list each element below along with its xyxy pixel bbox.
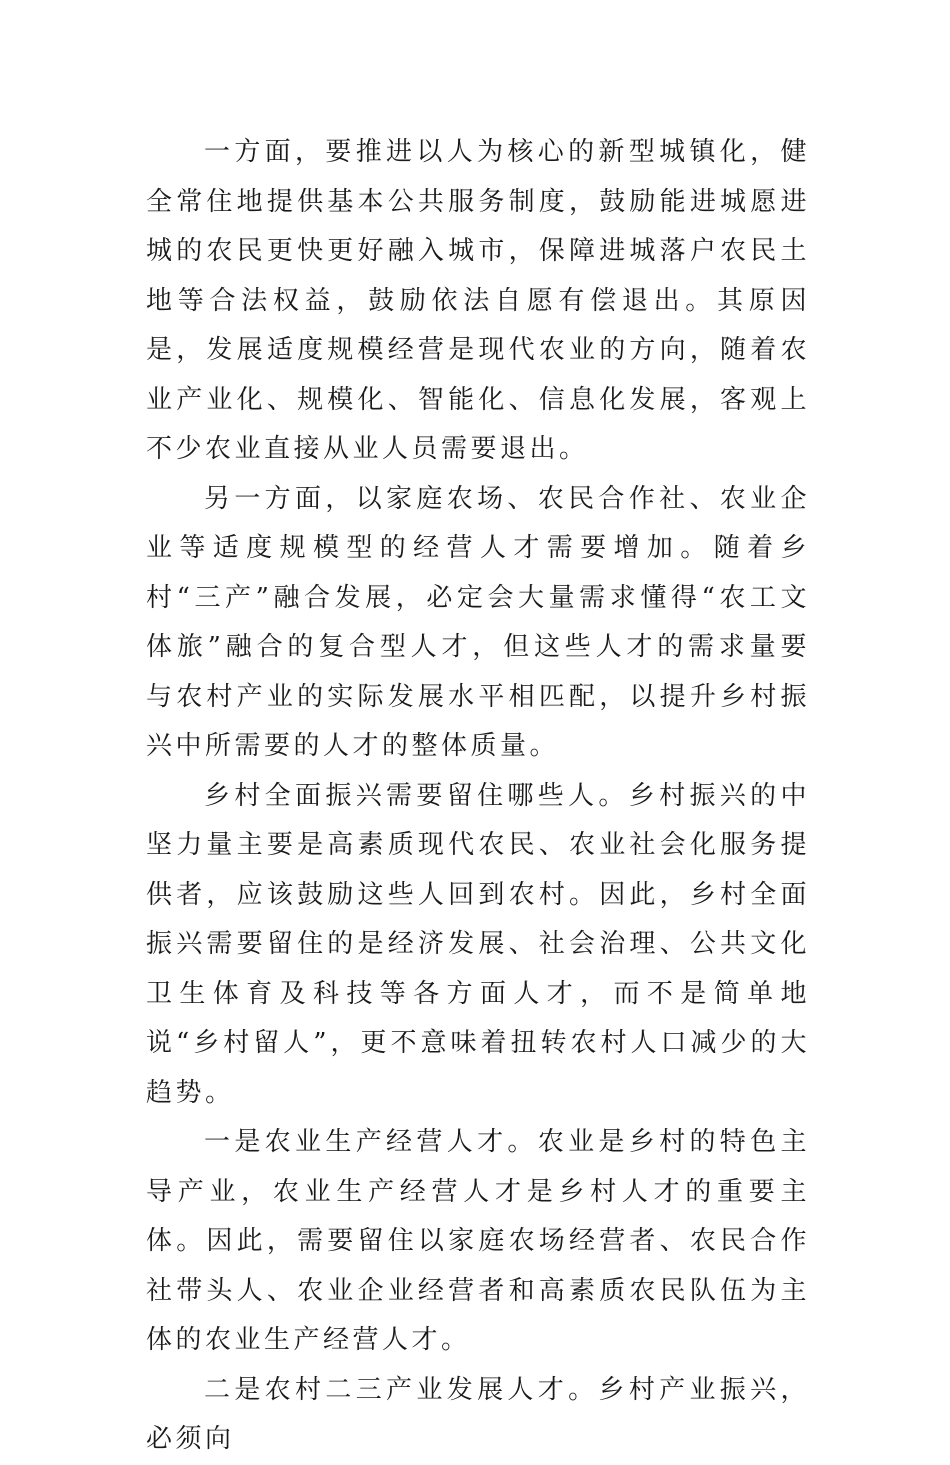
paragraph-urbanization: 一方面，要推进以人为核心的新型城镇化，健全常住地提供基本公共服务制度，鼓励能进城愿进城的农民更快更好融入城市，保障进城落户农民土地等合法权益，鼓励依法自愿有偿退出。其原因是，发展适度规模经营是现代农业的方向，随着农业产业化、规模化、智能化、信息化发展，客观上不少农业直接从业人员需要退出。 <box>146 137 810 464</box>
paragraph-retain-people: 乡村全面振兴需要留住哪些人。乡村振兴的中坚力量主要是高素质现代农民、农业社会化服务提供者，应该鼓励这些人回到农村。因此，乡村全面振兴需要留住的是经济发展、社会治理、公共文化卫生体育及科技等各方面人才，而不是简单地说“乡村留人”，更不意味着扭转农村人口减少的大趋势。 <box>146 780 810 1108</box>
paragraph-industry-talent: 二是农村二三产业发展人才。乡村产业振兴，必须向 <box>146 1374 810 1454</box>
paragraph-agricultural-talent: 一是农业生产经营人才。农业是乡村的特色主导产业，农业生产经营人才是乡村人才的重要主体。因此，需要留住以家庭农场经营者、农民合作社带头人、农业企业经营者和高素质农民队伍为主体的农业生产经营人才。 <box>146 1127 810 1355</box>
document-body <box>146 128 810 1465</box>
paragraph-management-talent: 另一方面，以家庭农场、农民合作社、农业企业等适度规模型的经营人才需要增加。随着乡村“三产”融合发展，必定会大量需求懂得“农工文体旅”融合的复合型人才，但这些人才的需求量要与农村产业的实际发展水平相匹配，以提升乡村振兴中所需要的人才的整体质量。 <box>146 483 810 761</box>
